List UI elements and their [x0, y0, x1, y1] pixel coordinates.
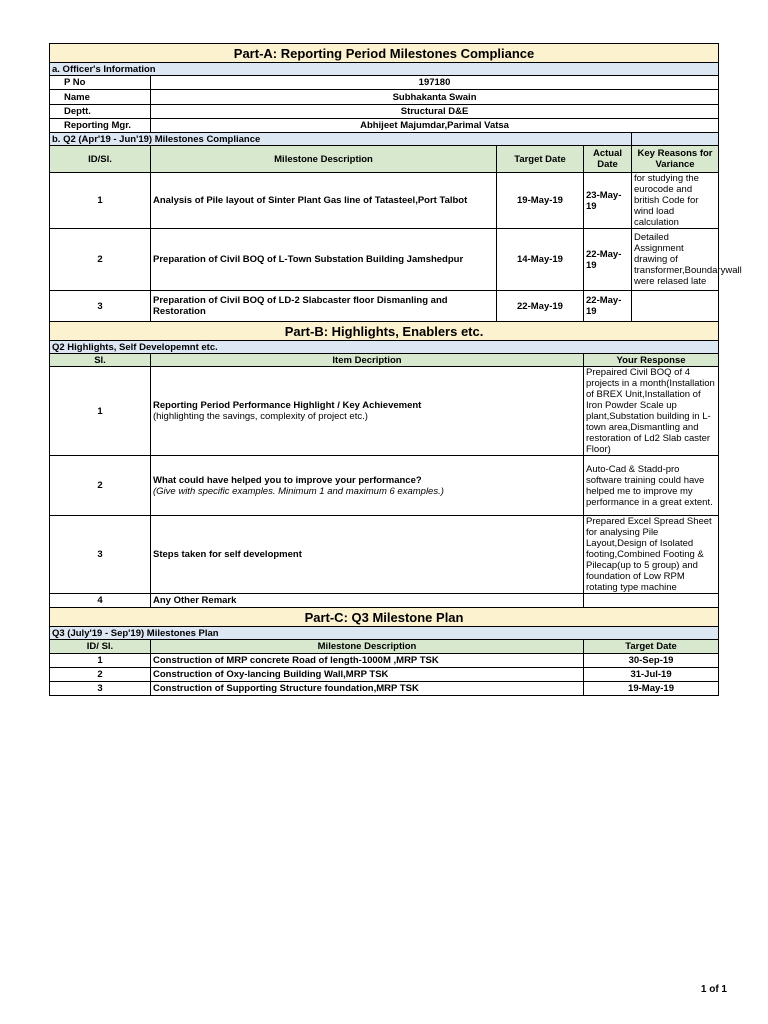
part-c-title: Part-C: Q3 Milestone Plan: [50, 608, 719, 627]
table-row: [50, 516, 719, 594]
row-description: Analysis of Pile layout of Sinter Plant Gas line of Tatasteel,Port Talbot: [151, 173, 497, 229]
row-item: [151, 456, 584, 516]
officer-value-dept: Structural D&E: [151, 105, 719, 119]
highlights-section-heading: Q2 Highlights, Self Developemnt etc.: [50, 341, 719, 354]
row-id: 3: [50, 291, 151, 322]
highlights-header-row: [50, 354, 719, 367]
table-row: [50, 668, 719, 682]
officer-section-heading: a. Officer's Information: [50, 63, 719, 76]
part-a-title: Part-A: Reporting Period Milestones Compliance: [50, 44, 719, 63]
row-target-date: 14-May-19: [497, 229, 584, 291]
row-target-date: 19-May-19: [497, 173, 584, 229]
row-variance-reason: for studying the eurocode and british Code for wind load calculation: [632, 173, 719, 229]
row-target-date: 22-May-19: [497, 291, 584, 322]
row-actual-date: 22-May-19: [584, 291, 632, 322]
col-response: Your Response: [584, 354, 719, 367]
table-row: [50, 682, 719, 696]
row-description: Preparation of Civil BOQ of L-Town Substation Building Jamshedpur: [151, 229, 497, 291]
row-item: Any Other Remark: [151, 594, 584, 608]
row-variance-reason: Detailed Assignment drawing of transformer,Boundarywall were relased late: [632, 229, 719, 291]
col-target-date: Target Date: [497, 146, 584, 173]
row-id: 1: [50, 173, 151, 229]
officer-label-name: Name: [50, 90, 151, 105]
plan-section-heading: Q3 (July'19 - Sep'19) Milestones Plan: [50, 627, 719, 640]
row-response: Auto-Cad & Stadd-pro software training could have helped me to improve my performance in a great extent.: [584, 456, 719, 516]
section-blank: [632, 133, 719, 146]
page-number: 1 of 1: [700, 984, 727, 995]
row-item: [151, 367, 584, 456]
col-sl: Sl.: [50, 354, 151, 367]
plan-header-row: [50, 640, 719, 654]
row-id: 4: [50, 594, 151, 608]
table-row: [50, 654, 719, 668]
compliance-form: [49, 43, 742, 696]
col-variance: Key Reasons for Variance: [632, 146, 719, 173]
milestones-section-heading: b. Q2 (Apr'19 - Jun'19) Milestones Compliance: [50, 133, 632, 146]
col-target-date: Target Date: [584, 640, 719, 654]
col-description: Milestone Description: [151, 146, 497, 173]
row-response: [584, 594, 719, 608]
row-description: Construction of MRP concrete Road of length-1000M ,MRP TSK: [151, 654, 584, 668]
table-row: [50, 594, 719, 608]
milestones-header-row: [50, 146, 719, 173]
col-id: ID/Sl.: [50, 146, 151, 173]
row-variance-reason: [632, 291, 719, 322]
col-actual-date: Actual Date: [584, 146, 632, 173]
row-actual-date: 22-May-19: [584, 229, 632, 291]
row-id: 1: [50, 654, 151, 668]
item-title: Reporting Period Performance Highlight / Key Achievement: [153, 400, 422, 411]
item-hint: (highlighting the savings, complexity of project etc.): [153, 411, 368, 422]
table-row: [50, 456, 719, 516]
row-id: 2: [50, 456, 151, 516]
part-b-title: Part-B: Highlights, Enablers etc.: [50, 322, 719, 341]
col-item: Item Decription: [151, 354, 584, 367]
col-id: ID/ Sl.: [50, 640, 151, 654]
table-row: [50, 291, 719, 322]
officer-value-pno: 197180: [151, 76, 719, 90]
row-response: Prepaired Civil BOQ of 4 projects in a month(Installation of BREX Unit,Installation of Iron Powder Scale up plant,Substation building in L-town area,Dismantling and restoration of Ld2 Slab caster Floor): [584, 367, 719, 456]
row-actual-date: 23-May-19: [584, 173, 632, 229]
table-row: [50, 229, 719, 291]
row-id: 1: [50, 367, 151, 456]
row-target-date: 31-Jul-19: [584, 668, 719, 682]
row-id: 3: [50, 516, 151, 594]
row-description: Preparation of Civil BOQ of LD-2 Slabcaster floor Dismanling and Restoration: [151, 291, 497, 322]
row-item: Steps taken for self development: [151, 516, 584, 594]
officer-value-name: Subhakanta Swain: [151, 90, 719, 105]
row-id: 2: [50, 668, 151, 682]
row-target-date: 19-May-19: [584, 682, 719, 696]
row-description: Construction of Oxy-lancing Building Wall,MRP TSK: [151, 668, 584, 682]
row-response: Prepared Excel Spread Sheet for analysing Pile Layout,Design of Isolated footing,Combined Footing & Pilecap(up to 5 group) and foundation of Low RPM rotating type machine: [584, 516, 719, 594]
row-description: Construction of Supporting Structure foundation,MRP TSK: [151, 682, 584, 696]
col-description: Milestone Description: [151, 640, 584, 654]
officer-value-mgr: Abhijeet Majumdar,Parimal Vatsa: [151, 119, 719, 133]
row-id: 2: [50, 229, 151, 291]
officer-label-dept: Deptt.: [50, 105, 151, 119]
officer-label-pno: P No: [50, 76, 151, 90]
table-row: [50, 367, 719, 456]
item-hint: (Give with specific examples. Minimum 1 and maximum 6 examples.): [153, 485, 444, 497]
officer-label-mgr: Reporting Mgr.: [50, 119, 151, 133]
item-title: What could have helped you to improve your performance?: [153, 474, 422, 486]
table-row: [50, 173, 719, 229]
row-id: 3: [50, 682, 151, 696]
row-target-date: 30-Sep-19: [584, 654, 719, 668]
